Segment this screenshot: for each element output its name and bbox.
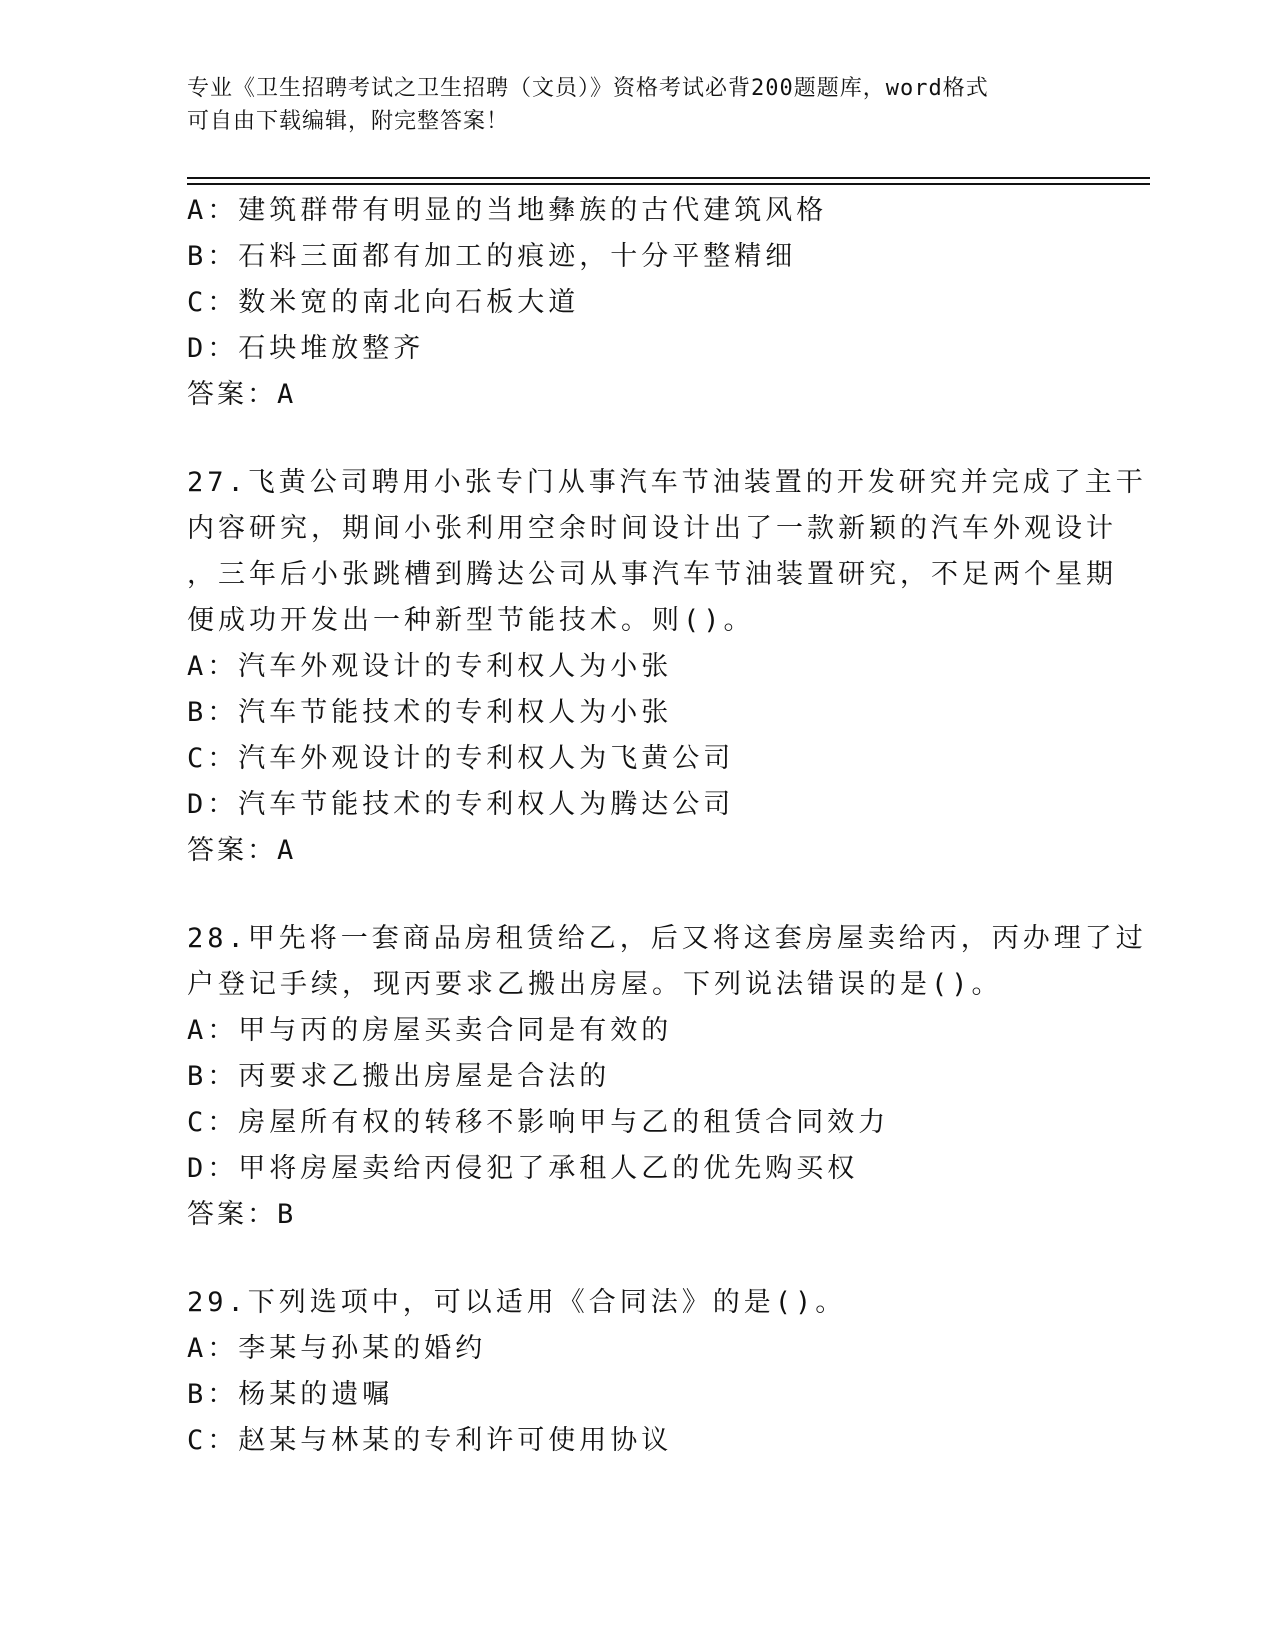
question-stem-line: ，三年后小张跳槽到腾达公司从事汽车节油装置研究，不足两个星期 [187, 559, 1117, 590]
option-d: D：汽车节能技术的专利权人为腾达公司 [187, 789, 735, 820]
document-body [187, 188, 1147, 1506]
option-b: B：丙要求乙搬出房屋是合法的 [187, 1061, 611, 1092]
option-c: C：赵某与林某的专利许可使用协议 [187, 1425, 673, 1456]
question-stem-line: 27.飞黄公司聘用小张专门从事汽车节油装置的开发研究并完成了主干 [187, 467, 1147, 498]
question-29 [187, 1280, 1087, 1464]
header-line-1: 专业《卫生招聘考试之卫生招聘（文员）》资格考试必背200题题库，word格式 [187, 76, 989, 101]
option-d: D：石块堆放整齐 [187, 333, 425, 364]
answer: 答案：A [187, 379, 297, 410]
option-a: A：李某与孙某的婚约 [187, 1333, 487, 1364]
option-b: B：杨某的遗嘱 [187, 1379, 394, 1410]
question-26-tail [187, 188, 1087, 418]
document-header [187, 72, 1087, 138]
answer: 答案：B [187, 1199, 297, 1230]
question-stem-line: 28.甲先将一套商品房租赁给乙，后又将这套房屋卖给丙，丙办理了过 [187, 923, 1147, 954]
question-27 [187, 460, 1147, 874]
option-c: C：汽车外观设计的专利权人为飞黄公司 [187, 743, 735, 774]
question-stem-line: 户登记手续，现丙要求乙搬出房屋。下列说法错误的是()。 [187, 969, 1003, 1000]
question-28 [187, 916, 1147, 1238]
header-divider-bottom [187, 183, 1150, 185]
option-a: A：建筑群带有明显的当地彝族的古代建筑风格 [187, 195, 828, 226]
option-b: B：石料三面都有加工的痕迹，十分平整精细 [187, 241, 797, 272]
option-a: A：汽车外观设计的专利权人为小张 [187, 651, 673, 682]
option-a: A：甲与丙的房屋买卖合同是有效的 [187, 1015, 673, 1046]
question-stem-line: 便成功开发出一种新型节能技术。则()。 [187, 605, 755, 636]
question-stem-line: 29.下列选项中，可以适用《合同法》的是()。 [187, 1287, 847, 1318]
answer: 答案：A [187, 835, 297, 866]
option-c: C：数米宽的南北向石板大道 [187, 287, 580, 318]
option-d: D：甲将房屋卖给丙侵犯了承租人乙的优先购买权 [187, 1153, 859, 1184]
option-c: C：房屋所有权的转移不影响甲与乙的租赁合同效力 [187, 1107, 890, 1138]
header-line-2: 可自由下载编辑，附完整答案！ [187, 109, 510, 134]
question-stem-line: 内容研究，期间小张利用空余时间设计出了一款新颖的汽车外观设计 [187, 513, 1117, 544]
header-divider-top [187, 177, 1150, 179]
option-b: B：汽车节能技术的专利权人为小张 [187, 697, 673, 728]
